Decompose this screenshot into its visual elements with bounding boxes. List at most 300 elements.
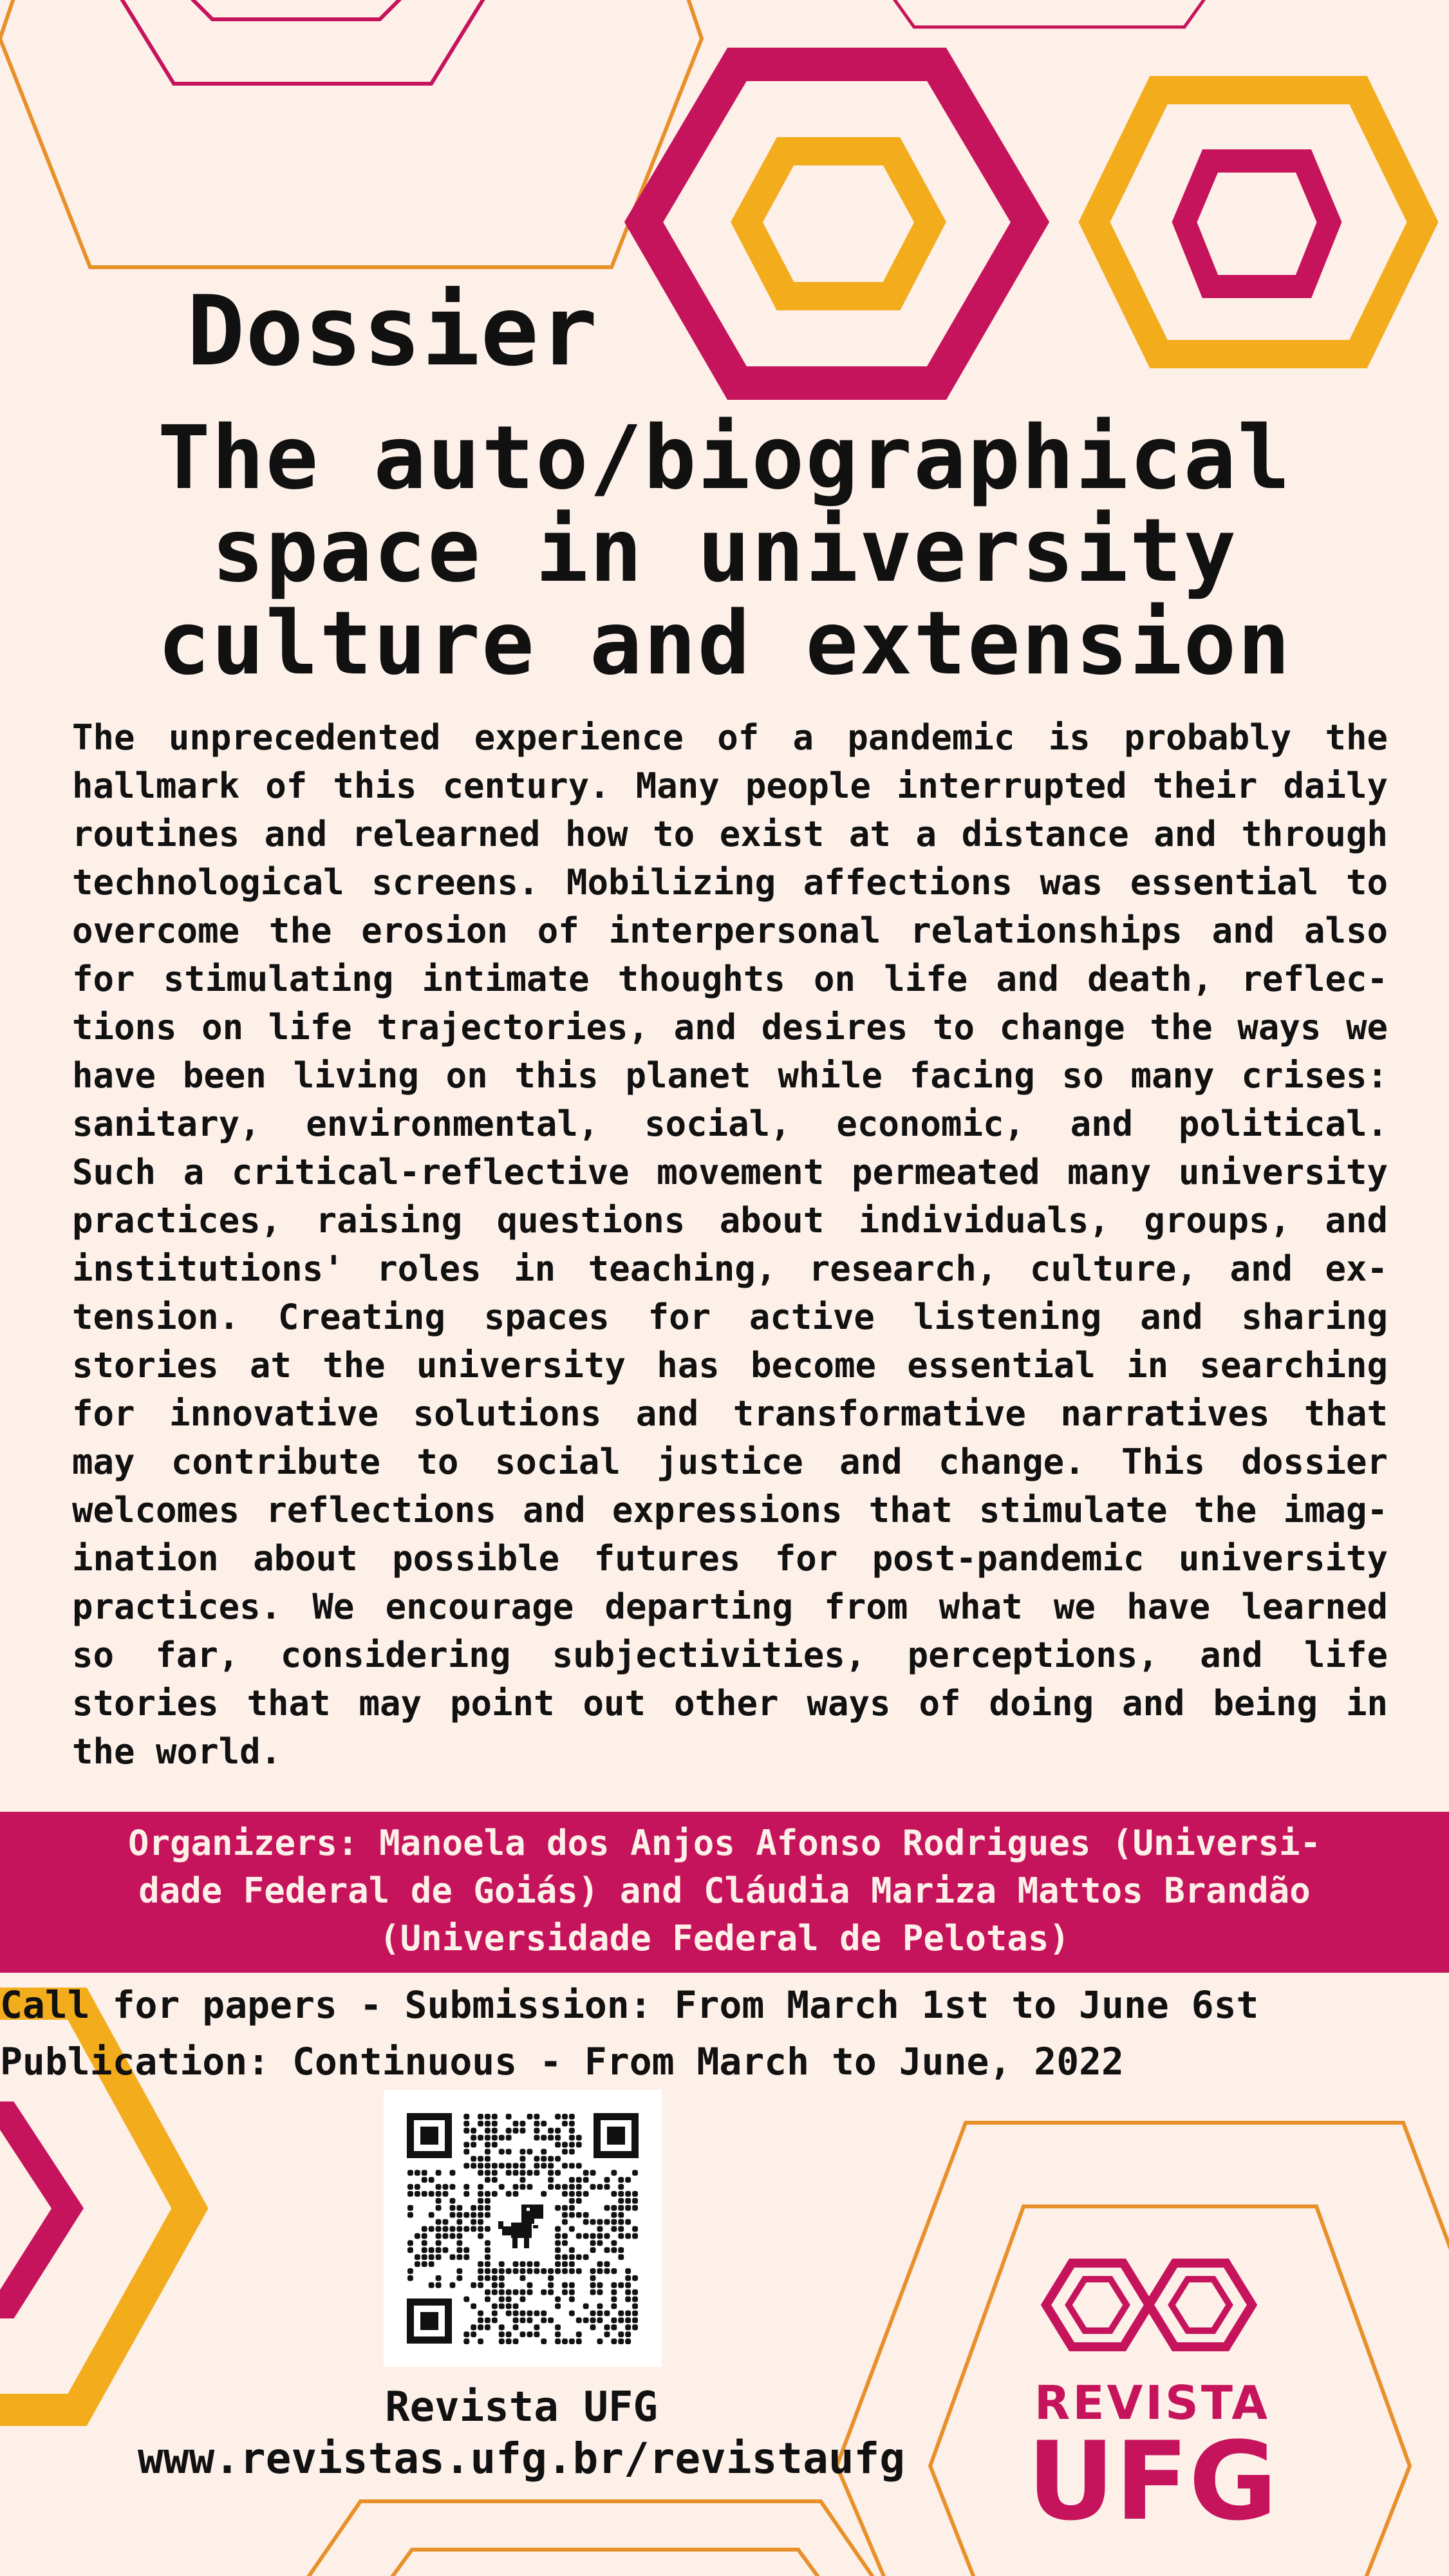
qr-module — [597, 2226, 603, 2232]
qr-module — [492, 2311, 498, 2317]
qr-module — [450, 2254, 456, 2260]
qr-module — [520, 2184, 526, 2190]
qr-module — [632, 2191, 638, 2197]
qr-module — [492, 2170, 498, 2176]
qr-module — [463, 2212, 469, 2218]
qr-module — [541, 2121, 547, 2127]
qr-module — [611, 2317, 617, 2323]
qr-module — [520, 2311, 526, 2317]
qr-module — [471, 2142, 476, 2148]
description-line: The unprecedented experience of a pandemic is probably the — [72, 717, 1388, 758]
qr-module — [436, 2233, 442, 2239]
qr-module — [590, 2289, 596, 2295]
qr-module — [506, 2114, 512, 2120]
qr-module — [407, 2268, 413, 2274]
qr-module — [456, 2254, 462, 2260]
hexagon-outline — [309, 2501, 872, 2576]
qr-module — [618, 2331, 624, 2337]
qr-module — [541, 2311, 547, 2317]
qr-module — [569, 2212, 575, 2218]
qr-module — [597, 2184, 603, 2190]
qr-module — [478, 2311, 483, 2317]
qr-module — [618, 2311, 624, 2317]
qr-module — [632, 2275, 638, 2281]
qr-module — [485, 2114, 491, 2120]
qr-module — [625, 2297, 631, 2302]
call-for-papers: Call for papers - Submission: From March 1st to June 6st — [0, 1983, 1259, 2027]
qr-module — [541, 2163, 547, 2168]
qr-module — [492, 2282, 498, 2288]
qr-module — [485, 2226, 491, 2232]
description-line: hallmark of this century. Many people interrupted their daily — [72, 766, 1388, 806]
qr-module — [597, 2282, 603, 2288]
qr-module — [590, 2233, 596, 2239]
qr-module — [485, 2205, 491, 2211]
qr-module — [478, 2268, 483, 2274]
qr-module — [471, 2226, 476, 2232]
qr-module — [562, 2163, 568, 2168]
description-line: may contribute to social justice and change. This dossier — [72, 1442, 1388, 1482]
qr-module — [485, 2254, 491, 2260]
qr-module — [478, 2114, 483, 2120]
qr-module — [583, 2170, 589, 2176]
qr-module — [436, 2191, 442, 2197]
qr-module — [555, 2135, 561, 2141]
qr-code[interactable] — [384, 2090, 662, 2367]
qr-module — [632, 2226, 638, 2232]
hexagon-outline — [193, 0, 399, 19]
qr-module — [555, 2226, 561, 2232]
qr-module — [569, 2142, 575, 2148]
title-line: The auto/biographical — [157, 408, 1292, 509]
qr-module — [576, 2254, 582, 2260]
qr-module — [576, 2212, 582, 2218]
qr-module — [456, 2212, 462, 2218]
hexagon-thick — [1094, 90, 1423, 354]
qr-module — [590, 2311, 596, 2317]
qr-module — [548, 2268, 554, 2274]
qr-module — [569, 2149, 575, 2155]
qr-module — [555, 2304, 561, 2309]
description-line: for innovative solutions and transformative narratives that — [72, 1393, 1388, 1434]
qr-module — [555, 2338, 561, 2344]
qr-module — [499, 2289, 505, 2295]
qr-module — [485, 2142, 491, 2148]
qr-module — [562, 2233, 568, 2239]
qr-module — [520, 2317, 526, 2323]
qr-module — [471, 2324, 476, 2330]
qr-module — [478, 2212, 483, 2218]
qr-module — [492, 2275, 498, 2281]
qr-module — [471, 2219, 476, 2225]
qr-module — [555, 2324, 561, 2330]
qr-module — [555, 2254, 561, 2260]
qr-module — [485, 2317, 491, 2323]
qr-module — [471, 2205, 476, 2211]
qr-module — [632, 2304, 638, 2309]
qr-module — [492, 2142, 498, 2148]
qr-module — [618, 2198, 624, 2204]
qr-module — [534, 2114, 539, 2120]
qr-module — [562, 2289, 568, 2295]
qr-module — [583, 2233, 589, 2239]
journal-url-link[interactable]: www.revistas.ufg.br/revistaufg — [137, 2434, 906, 2483]
qr-module — [485, 2156, 491, 2162]
qr-module — [443, 2191, 449, 2197]
qr-module — [450, 2282, 456, 2288]
qr-module — [583, 2219, 589, 2225]
qr-module — [463, 2114, 469, 2120]
qr-module — [456, 2275, 462, 2281]
qr-module — [590, 2184, 596, 2190]
qr-module — [499, 2331, 505, 2337]
qr-module — [562, 2149, 568, 2155]
qr-module — [569, 2135, 575, 2141]
qr-module — [456, 2219, 462, 2225]
qr-module — [541, 2191, 547, 2197]
qr-module — [478, 2198, 483, 2204]
organizers-line: dade Federal de Goiás) and Cláudia Mariza Mattos Brandão — [138, 1870, 1311, 1911]
qr-module — [597, 2317, 603, 2323]
description-line: stories that may point out other ways of doing and being in — [72, 1683, 1388, 1724]
qr-module — [463, 2142, 469, 2148]
qr-module — [520, 2261, 526, 2267]
qr-module — [471, 2212, 476, 2218]
qr-module — [625, 2205, 631, 2211]
qr-module — [548, 2289, 554, 2295]
description-line: welcomes reflections and expressions that stimulate the imag- — [72, 1490, 1388, 1530]
qr-module — [485, 2170, 491, 2176]
qr-module — [583, 2254, 589, 2260]
qr-module — [555, 2142, 561, 2148]
qr-module — [548, 2128, 554, 2134]
page-title — [0, 408, 1449, 695]
qr-module — [569, 2191, 575, 2197]
qr-module — [534, 2170, 539, 2176]
qr-module — [478, 2275, 483, 2281]
qr-module — [562, 2254, 568, 2260]
qr-module — [604, 2219, 610, 2225]
qr-module — [415, 2254, 420, 2260]
qr-module — [450, 2233, 456, 2239]
qr-module — [625, 2282, 631, 2288]
qr-module — [527, 2261, 533, 2267]
qr-module — [618, 2254, 624, 2260]
qr-module — [478, 2226, 483, 2232]
qr-module — [597, 2261, 603, 2267]
qr-module — [436, 2275, 442, 2281]
qr-module — [583, 2177, 589, 2183]
qr-module — [569, 2254, 575, 2260]
qr-module — [513, 2304, 519, 2309]
qr-module — [463, 2254, 469, 2260]
qr-module — [569, 2128, 575, 2134]
qr-module — [632, 2311, 638, 2317]
qr-module — [506, 2170, 512, 2176]
qr-module — [569, 2121, 575, 2127]
qr-module — [407, 2205, 413, 2211]
qr-module — [611, 2297, 617, 2302]
qr-module — [499, 2275, 505, 2281]
qr-module — [562, 2261, 568, 2267]
qr-module — [625, 2311, 631, 2317]
qr-module — [520, 2331, 526, 2337]
qr-module — [415, 2170, 420, 2176]
qr-module — [485, 2324, 491, 2330]
qr-module — [485, 2247, 491, 2253]
qr-module — [436, 2170, 442, 2176]
description-line: practices. We encourage departing from what we have learned — [72, 1586, 1388, 1627]
qr-module — [548, 2275, 554, 2281]
qr-module — [625, 2275, 631, 2281]
qr-module — [625, 2177, 631, 2183]
qr-module — [463, 2297, 469, 2302]
qr-module — [485, 2212, 491, 2218]
qr-module — [499, 2297, 505, 2302]
qr-module — [597, 2289, 603, 2295]
qr-module — [541, 2156, 547, 2162]
qr-module — [422, 2261, 427, 2267]
qr-module — [478, 2191, 483, 2197]
qr-module — [506, 2163, 512, 2168]
description-line: stories at the university has become essential in searching — [72, 1345, 1388, 1386]
description-line: for stimulating intimate thoughts on life and death, reflec- — [72, 959, 1388, 999]
qr-module — [569, 2282, 575, 2288]
qr-module — [604, 2261, 610, 2267]
qr-module — [492, 2268, 498, 2274]
qr-module — [576, 2191, 582, 2197]
qr-module — [541, 2289, 547, 2295]
qr-module — [597, 2219, 603, 2225]
qr-module — [583, 2212, 589, 2218]
qr-module — [513, 2261, 519, 2267]
qr-module — [478, 2219, 483, 2225]
qr-module — [492, 2304, 498, 2309]
qr-module — [625, 2289, 631, 2295]
qr-module — [463, 2163, 469, 2168]
qr-module — [541, 2268, 547, 2274]
qr-module — [527, 2268, 533, 2274]
qr-module — [604, 2177, 610, 2183]
qr-module — [422, 2191, 427, 2197]
qr-module — [506, 2128, 512, 2134]
qr-module — [548, 2170, 554, 2176]
qr-module — [471, 2163, 476, 2168]
description-line: practices, raising questions about individuals, groups, and — [72, 1200, 1388, 1241]
qr-module — [478, 2282, 483, 2288]
hexagon-outline — [122, 0, 483, 84]
qr-module — [569, 2205, 575, 2211]
qr-module — [548, 2135, 554, 2141]
qr-module — [443, 2233, 449, 2239]
qr-module — [590, 2324, 596, 2330]
qr-module — [506, 2191, 512, 2197]
qr-module — [485, 2121, 491, 2127]
qr-module — [632, 2198, 638, 2204]
qr-module — [429, 2226, 435, 2232]
title-line: space in university — [211, 500, 1238, 602]
qr-module — [583, 2191, 589, 2197]
qr-module — [485, 2135, 491, 2141]
qr-module — [499, 2304, 505, 2309]
qr-module — [534, 2156, 539, 2162]
qr-module — [541, 2135, 547, 2141]
qr-module — [520, 2297, 526, 2302]
qr-module — [611, 2212, 617, 2218]
description-line: overcome the erosion of interpersonal relationships and also — [72, 910, 1388, 951]
qr-module — [611, 2324, 617, 2330]
qr-module — [555, 2156, 561, 2162]
qr-module — [463, 2128, 469, 2134]
qr-module — [478, 2205, 483, 2211]
qr-module — [422, 2226, 427, 2232]
qr-module — [478, 2317, 483, 2323]
description-line: Such a critical-reflective movement permeated many university — [72, 1152, 1388, 1192]
qr-module — [534, 2268, 539, 2274]
qr-module — [429, 2247, 435, 2253]
qr-module — [527, 2170, 533, 2176]
qr-module — [492, 2163, 498, 2168]
qr-module — [604, 2324, 610, 2330]
qr-module — [618, 2177, 624, 2183]
qr-module — [548, 2163, 554, 2168]
qr-module — [499, 2184, 505, 2190]
qr-module — [492, 2135, 498, 2141]
qr-module — [492, 2114, 498, 2120]
qr-module — [555, 2240, 561, 2246]
qr-module — [436, 2205, 442, 2211]
qr-module — [513, 2184, 519, 2190]
qr-module — [597, 2304, 603, 2309]
qr-module — [541, 2149, 547, 2155]
qr-module — [506, 2289, 512, 2295]
qr-module — [456, 2205, 462, 2211]
qr-module — [618, 2282, 624, 2288]
qr-module — [611, 2268, 617, 2274]
qr-module — [625, 2233, 631, 2239]
qr-module — [611, 2205, 617, 2211]
qr-module — [625, 2268, 631, 2274]
qr-module — [590, 2317, 596, 2323]
qr-module — [499, 2338, 505, 2344]
qr-module — [611, 2191, 617, 2197]
qr-module — [562, 2114, 568, 2120]
qr-module — [555, 2268, 561, 2274]
qr-module — [611, 2240, 617, 2246]
qr-module — [463, 2191, 469, 2197]
qr-module — [534, 2324, 539, 2330]
description-line: ination about possible futures for post-pandemic university — [72, 1538, 1388, 1579]
description-line: tension. Creating spaces for active listening and sharing — [72, 1297, 1388, 1337]
qr-module — [576, 2317, 582, 2323]
qr-module — [555, 2114, 561, 2120]
qr-module — [604, 2268, 610, 2274]
qr-module — [569, 2177, 575, 2183]
qr-module — [618, 2338, 624, 2344]
journal-name: Revista UFG — [385, 2383, 658, 2431]
qr-module — [555, 2261, 561, 2267]
qr-module — [590, 2275, 596, 2281]
organizers-band — [0, 1812, 1449, 1973]
qr-module — [597, 2233, 603, 2239]
title-line: culture and extension — [157, 593, 1292, 695]
qr-module — [450, 2170, 456, 2176]
qr-module — [429, 2282, 435, 2288]
logo-revista-text: REVISTA — [1034, 2376, 1271, 2430]
qr-module — [471, 2128, 476, 2134]
qr-module — [534, 2163, 539, 2168]
qr-module — [485, 2198, 491, 2204]
qr-module — [450, 2212, 456, 2218]
qr-module — [611, 2304, 617, 2309]
qr-module — [611, 2289, 617, 2295]
qr-module — [463, 2247, 469, 2253]
qr-module — [456, 2247, 462, 2253]
qr-module — [562, 2219, 568, 2225]
qr-module — [429, 2254, 435, 2260]
qr-module — [562, 2282, 568, 2288]
qr-module — [443, 2226, 449, 2232]
qr-module — [422, 2240, 427, 2246]
qr-module — [618, 2233, 624, 2239]
qr-module — [555, 2170, 561, 2176]
qr-module — [611, 2247, 617, 2253]
qr-module — [618, 2317, 624, 2323]
qr-module — [562, 2121, 568, 2127]
qr-module — [499, 2282, 505, 2288]
qr-module — [562, 2240, 568, 2246]
qr-module — [429, 2212, 435, 2218]
qr-module — [520, 2177, 526, 2183]
qr-module — [618, 2191, 624, 2197]
qr-module — [632, 2205, 638, 2211]
qr-module — [485, 2191, 491, 2197]
qr-module — [534, 2135, 539, 2141]
qr-module — [422, 2177, 427, 2183]
qr-module — [450, 2226, 456, 2232]
dossier-label: Dossier — [187, 276, 599, 388]
qr-module — [576, 2177, 582, 2183]
qr-module — [576, 2233, 582, 2239]
qr-module — [443, 2219, 449, 2225]
qr-module — [618, 2184, 624, 2190]
dates-block — [0, 1977, 1259, 2090]
qr-module — [443, 2184, 449, 2190]
qr-module — [520, 2170, 526, 2176]
qr-module — [569, 2338, 575, 2344]
qr-module — [499, 2268, 505, 2274]
description-line: sanitary, environmental, social, economic, and political. — [72, 1104, 1388, 1144]
qr-module — [506, 2135, 512, 2141]
qr-module — [604, 2233, 610, 2239]
qr-module — [478, 2184, 483, 2190]
qr-module — [618, 2219, 624, 2225]
qr-module — [569, 2114, 575, 2120]
qr-module — [478, 2233, 483, 2239]
qr-module — [436, 2240, 442, 2246]
qr-module — [429, 2261, 435, 2267]
hexagon-outline — [393, 2550, 818, 2576]
qr-module — [562, 2142, 568, 2148]
qr-module — [485, 2240, 491, 2246]
qr-module — [471, 2304, 476, 2309]
qr-module — [625, 2324, 631, 2330]
qr-module — [569, 2247, 575, 2253]
qr-module — [436, 2226, 442, 2232]
qr-module — [456, 2240, 462, 2246]
qr-module — [548, 2177, 554, 2183]
qr-module — [456, 2233, 462, 2239]
